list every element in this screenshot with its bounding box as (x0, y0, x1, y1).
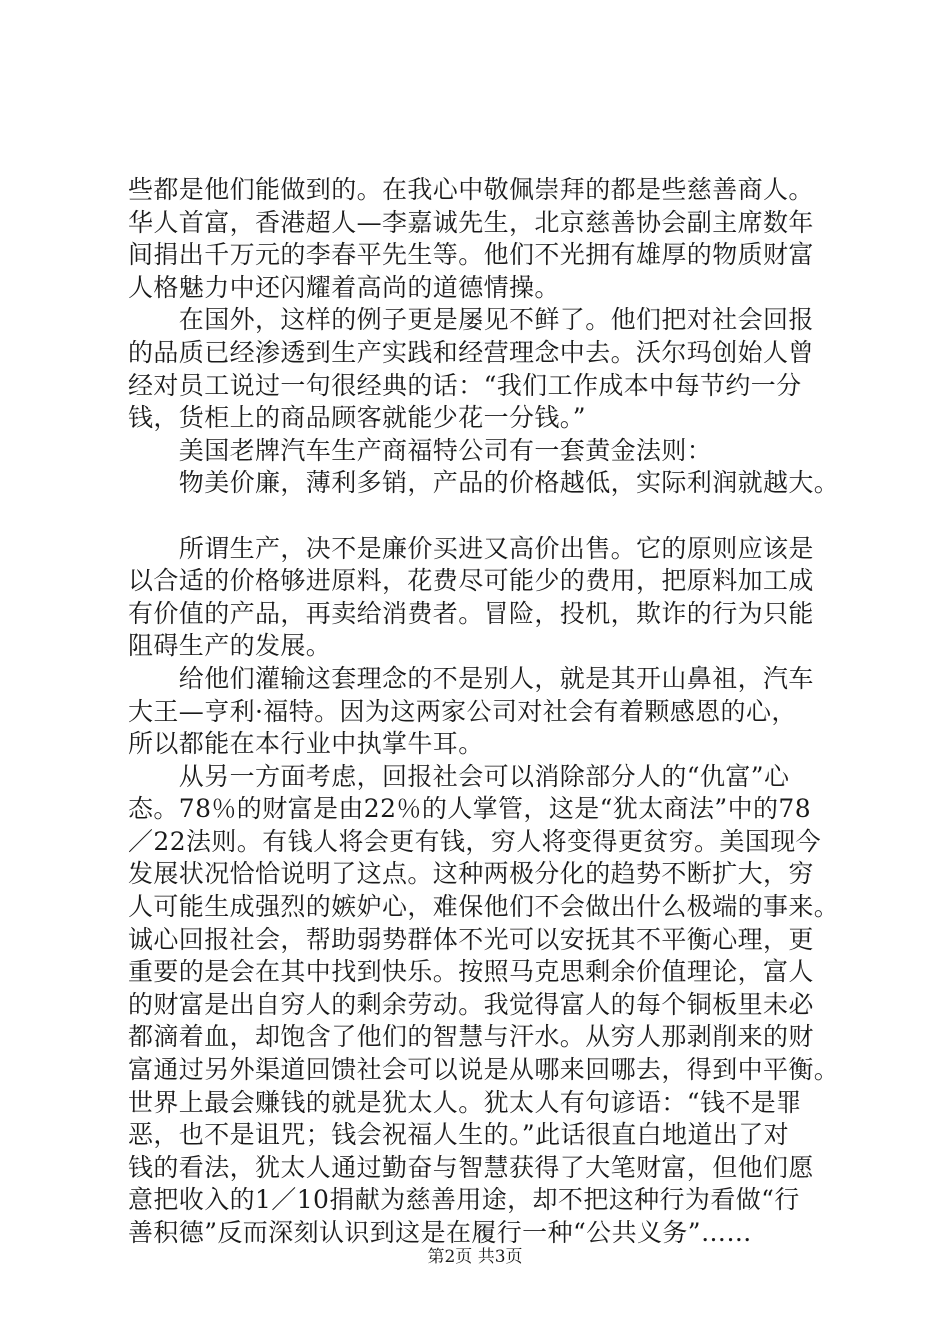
paragraph-philanthropist-merchants: 些都是他们能做到的。在我心中敬佩崇拜的都是些慈善商人。 华人首富，香港超人—李嘉诚先生，北京慈善协会副主席数年 间捐出千万元的李春平先生等。他们不光拥有雄厚的物质财富 人格魅力中还闪耀着高尚的道德情操。 (128, 175, 814, 302)
paragraph-henry-ford: 给他们灌输这套理念的不是别人，就是其开山鼻祖，汽车 大王—亨利·福特。因为这两家公司对社会有着颗感恩的心， 所以都能在本行业中执掌牛耳。 (128, 663, 814, 759)
paragraph-gap (128, 500, 848, 533)
page-number-footer: 第2页 共3页 (427, 1247, 523, 1267)
paragraph-production-principle: 所谓生产，决不是廉价买进又高价出售。它的原则应该是 以合适的价格够进原料，花费尽可能少的费用，把原料加工成 有价值的产品，再卖给消费者。冒险，投机，欺诈的行为只能 阻碍生产的发展。 (128, 533, 814, 661)
paragraph-ford-golden-rule: 物美价廉，薄利多销，产品的价格越低，实际利润就越大。 (128, 468, 840, 498)
paragraph-ford-golden-rule-intro: 美国老牌汽车生产商福特公司有一套黄金法则： (128, 435, 713, 465)
paragraph-foreign-examples: 在国外，这样的例子更是屡见不鲜了。他们把对社会回报 的品质已经渗透到生产实践和经营理念中去。沃尔玛创始人曾 经对员工说过一句很经典的话：“我们工作成本中每节约一分 钱，货柜上的商品顾客就能少花一分钱。” (128, 305, 814, 433)
document-body (128, 174, 848, 1250)
paragraph-wealth-distribution: 从另一方面考虑，回报社会可以消除部分人的“仇富”心 态。78％的财富是由22％的人掌管，这是“犹太商法”中的78 ／22法则。有钱人将会更有钱，穷人将变得更贫穷。美国现今 发展状况恰恰说明了这点。这种两极分化的趋势不断扩大，穷 人可能生成强烈的嫉妒心，难保他们不会做出什么极端的事来。 诚心回报社会，帮助弱势群体不光可以安抚其不平衡心理，更 重要的是会在其中找到快乐。按照马克思剩余价值理论，富人 的财富是出自穷人的剩余劳动。我觉得富人的每个铜板里未必 都滴着血，却饱含了他们的智慧与汗水。从穷人那剥削来的财 富通过另外渠道回馈社会可以说是从哪来回哪去，得到中平衡。 世界上最会赚钱的就是犹太人。犹太人有句谚语：“钱不是罪 恶，也不是诅咒；钱会祝福人生的。”此话很直白地道出了对 钱的看法，犹太人通过勤奋与智慧获得了大笔财富，但他们愿 意把收入的1／10捐献为慈善用途，却不把这种行为看做“行 善积德”反而深刻认识到这是在履行一种“公共义务”…… (128, 761, 840, 1247)
